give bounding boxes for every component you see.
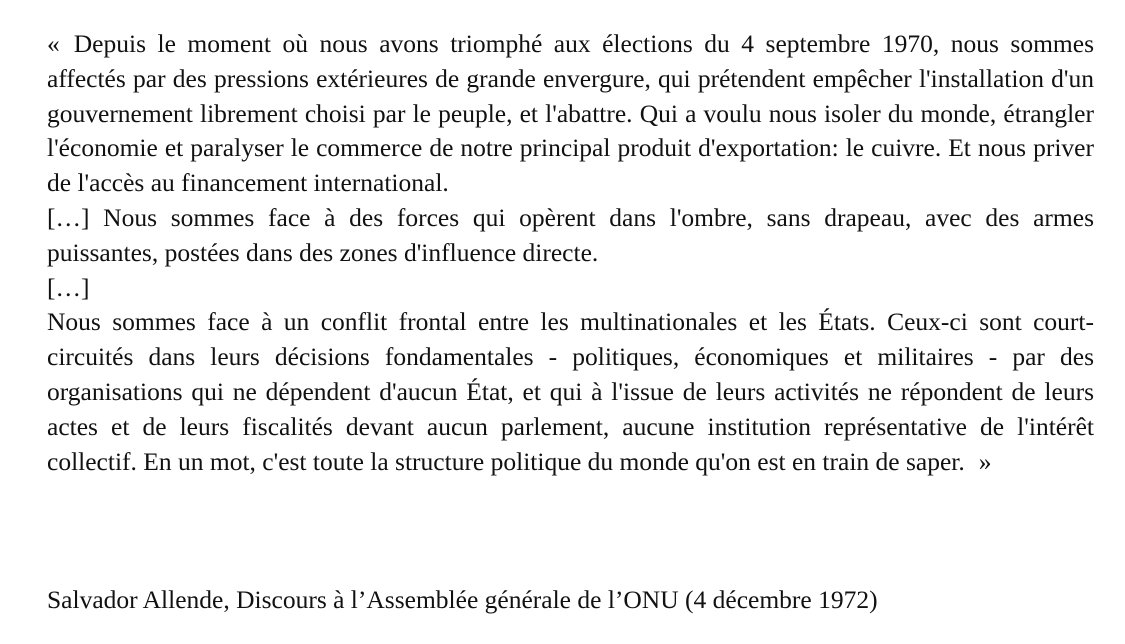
- closing-guillemet: »: [978, 446, 992, 476]
- quote-paragraph-3-text: Nous sommes face à un conflit frontal entre les multinationales et les États. Ceux-ci sont court-circuités dans leurs décisions fondamentales - politiques, économiques et militaires - par des organisations qui ne dépendent d'aucun État, et qui à l'issue de leurs activités ne répondent de leurs actes et de leurs fiscalités devant aucun parlement, aucune institution représentative de l'intérêt collectif. En un mot, c'est toute la structure politique du monde qu'on est en train de saper.: [47, 307, 1094, 476]
- quote-paragraph-1-text: Depuis le moment où nous avons triomphé aux élections du 4 septembre 1970, nous sommes affectés par des pressions extérieures de grande envergure, qui prétendent empêcher l'installation d'un gouvernement librement choisi par le peuple, et l'abattre. Qui a voulu nous isoler du monde, étrangler l'économie et paralyser le commerce de notre principal produit d'exportation: le cuivre. Et nous priver de l'accès au financement international.: [47, 29, 1094, 198]
- quote-paragraph-2: […] Nous sommes face à des forces qui opèrent dans l'ombre, sans drapeau, avec des armes puissantes, postées dans des zones d'influence directe.: [47, 202, 1094, 267]
- quote-block: [47, 27, 1094, 479]
- opening-guillemet: «: [47, 29, 60, 58]
- attribution: Salvador Allende, Discours à l’Assemblée générale de l’ONU (4 décembre 1972): [47, 585, 878, 614]
- quote-paragraph-3: [47, 305, 1094, 479]
- quote-paragraph-1: [47, 27, 1094, 201]
- quote-ellipsis: […]: [47, 272, 90, 302]
